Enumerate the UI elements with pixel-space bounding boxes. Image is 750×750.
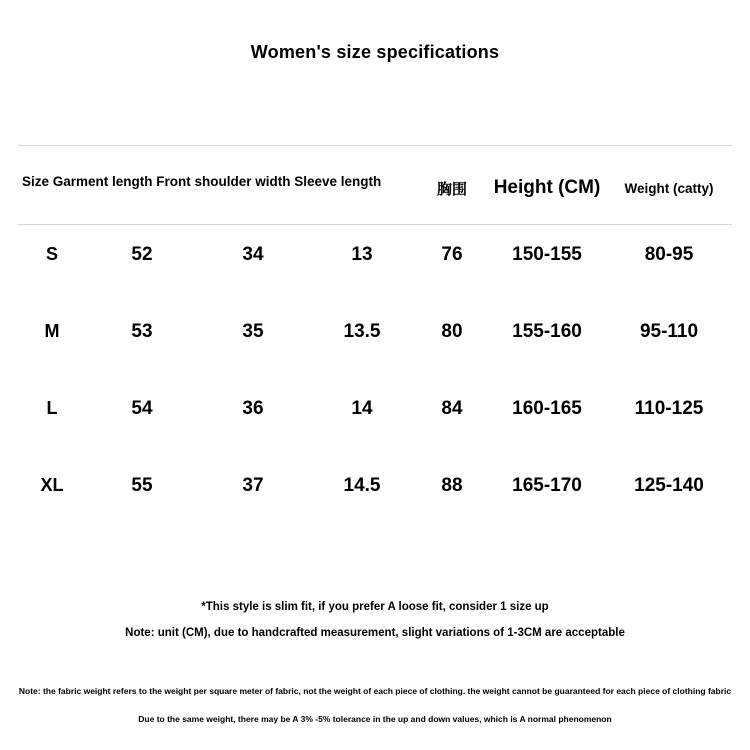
cell-sleeve-length: 14 (351, 397, 373, 419)
table-body (18, 216, 732, 524)
cell-bust: 84 (441, 397, 463, 419)
cell-weight: 110-125 (634, 397, 704, 419)
cell-size: L (46, 398, 58, 418)
cell-size: M (44, 321, 60, 341)
cell-weight: 125-140 (634, 474, 704, 496)
cell-weight: 80-95 (644, 243, 694, 265)
table-row (18, 293, 732, 370)
cell-sleeve-length: 13.5 (343, 320, 381, 342)
cell-front-shoulder-width: 36 (242, 397, 264, 419)
cell-garment-length: 55 (131, 474, 153, 496)
cell-size: XL (40, 475, 64, 495)
note-fit: *This style is slim fit, if you prefer A loose fit, consider 1 size up (201, 601, 549, 613)
cell-size: S (45, 244, 58, 264)
header-group-label: Size Garment length Front shoulder width Sleeve length (22, 174, 382, 189)
note-tolerance: Due to the same weight, there may be A 3% -5% tolerance in the up and down values, which is A normal phenomenon (138, 714, 612, 724)
cell-garment-length: 52 (131, 243, 153, 265)
cell-front-shoulder-width: 34 (242, 243, 264, 265)
cell-height: 160-165 (512, 397, 582, 419)
cell-bust: 80 (441, 320, 463, 342)
size-specifications-table (18, 160, 732, 524)
column-header-bust: 胸围 (436, 180, 467, 198)
cell-height: 150-155 (512, 243, 582, 265)
table-row (18, 370, 732, 447)
cell-sleeve-length: 13 (351, 243, 373, 265)
column-header-weight: Weight (catty) (624, 180, 714, 196)
cell-height: 165-170 (512, 474, 582, 496)
cell-front-shoulder-width: 37 (242, 474, 264, 496)
cell-bust: 76 (441, 243, 463, 265)
cell-bust: 88 (441, 474, 463, 496)
cell-front-shoulder-width: 35 (242, 320, 264, 342)
header-divider-top (18, 145, 732, 146)
table-row (18, 447, 732, 524)
cell-weight: 95-110 (639, 320, 699, 342)
cell-garment-length: 54 (131, 397, 153, 419)
cell-garment-length: 53 (131, 320, 153, 342)
page-title: Women's size specifications (250, 42, 500, 62)
cell-height: 155-160 (512, 320, 582, 342)
note-measurement: Note: unit (CM), due to handcrafted measurement, slight variations of 1-3CM are acceptable (125, 627, 625, 639)
table-row (18, 216, 732, 293)
note-fabric-weight: Note: the fabric weight refers to the weight per square meter of fabric, not the weight of each piece of clothing. the weight cannot be guaranteed for each piece of clothing fabric (18, 686, 732, 696)
cell-sleeve-length: 14.5 (343, 474, 381, 496)
column-header-height: Height (CM) (493, 177, 601, 198)
